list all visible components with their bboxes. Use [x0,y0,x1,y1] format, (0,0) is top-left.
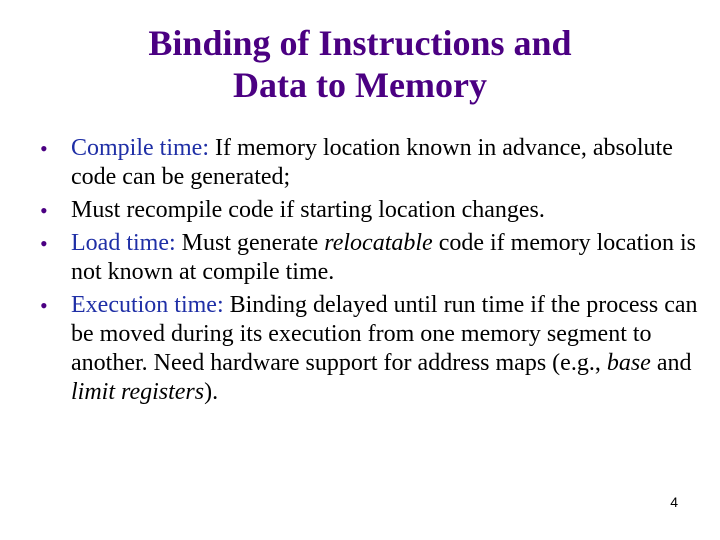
bullet-execution-time [40,291,700,407]
italic-limit-registers: limit registers [71,379,205,405]
bullet-text: If memory location known in advance, absolute code can be generated; [71,135,673,190]
bullet-text: Must generate [175,230,325,256]
bullet-text: code if memory location is not known at compile time. [71,230,696,285]
term-load-time: Load time: [71,230,176,256]
bullet-list [40,134,700,411]
italic-relocatable: relocatable [324,230,433,256]
bullet-text: Must recompile code if starting location changes. [71,197,545,223]
term-compile-time: Compile time: [71,135,209,161]
bullet-text: Binding delayed until run time if the process can be moved during its execution from one memory segment to another. Need hardware support for address maps (e.g., [71,292,698,376]
bullet-recompile [40,196,700,225]
bullet-dot-icon: • [40,136,48,161]
bullet-load-time [40,229,700,287]
page-number: 4 [670,494,678,510]
bullet-compile-time [40,134,700,192]
slide-title-line-2: Data to Memory [233,65,487,105]
bullet-dot-icon: • [40,198,48,223]
bullet-text: ). [204,379,219,405]
bullet-dot-icon: • [40,231,48,256]
bullet-dot-icon: • [40,293,48,318]
bullet-text: and [650,350,692,376]
slide-title-line-1: Binding of Instructions and [148,23,572,63]
slide-title [40,22,680,106]
italic-base: base [606,350,651,376]
term-execution-time: Execution time: [71,292,224,318]
